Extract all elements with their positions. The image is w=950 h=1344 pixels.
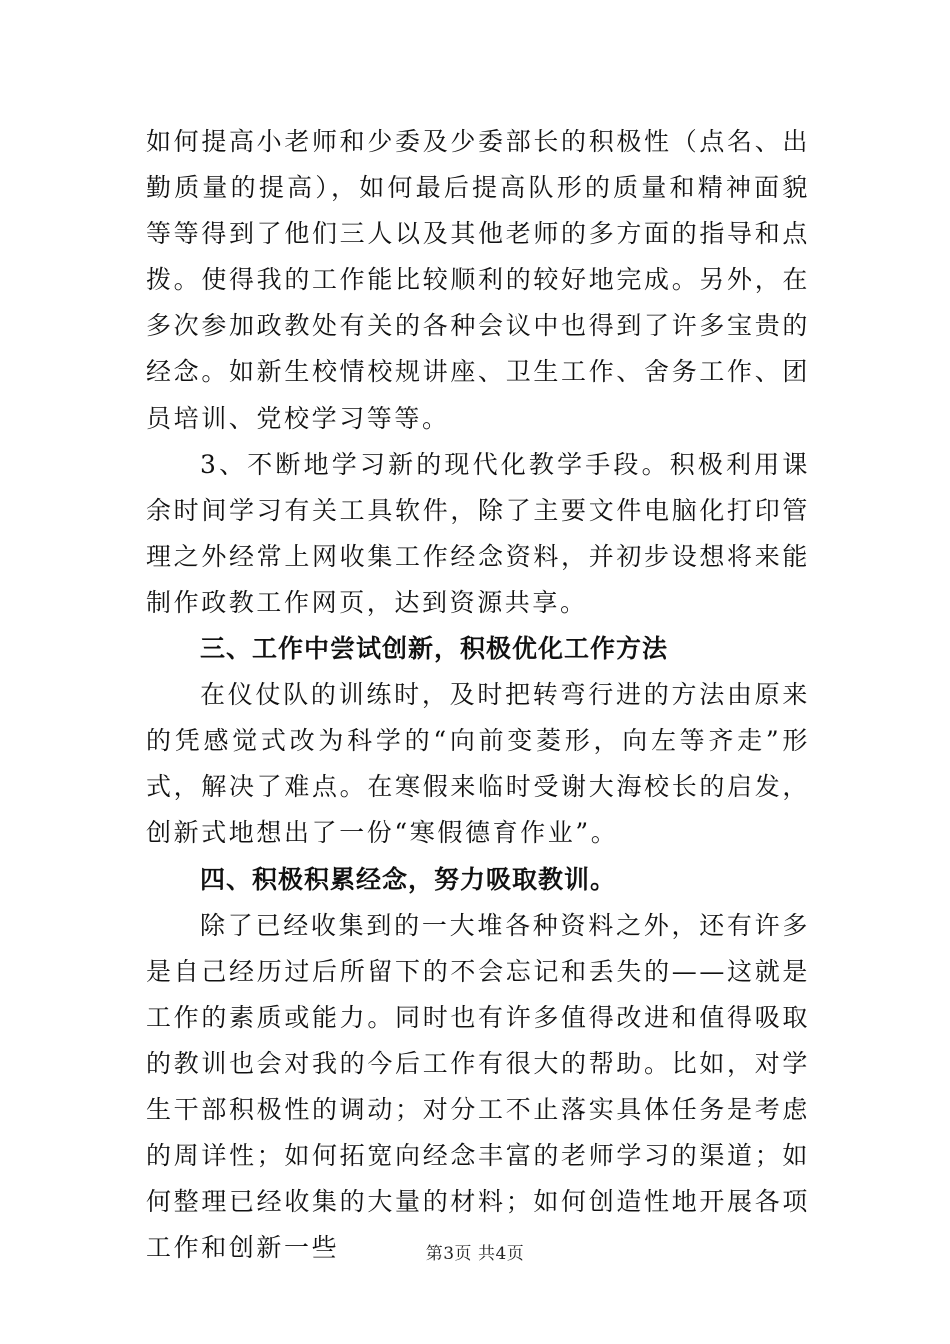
- paragraph-continuation: 如何提高小老师和少委及少委部长的积极性（点名、出勤质量的提高），如何最后提高队形的质量和精神面貌等等得到了他们三人以及其他老师的多方面的指导和点拨。使得我的工作能比较顺利的较好地完成。另外，在多次参加政教处有关的各种会议中也得到了许多宝贵的经念。如新生校情校规讲座、卫生工作、舍务工作、团员培训、党校学习等等。: [146, 127, 810, 433]
- document-body: [146, 119, 810, 1271]
- paragraph-item-3: 3、不断地学习新的现代化教学手段。积极利用课余时间学习有关工具软件，除了主要文件电脑化打印管理之外经常上网收集工作经念资料，并初步设想将来能制作政教工作网页，达到资源共享。: [146, 449, 810, 617]
- paragraph-innovation: 在仪仗队的训练时，及时把转弯行进的方法由原来的凭感觉式改为科学的“向前变菱形，向左等齐走”形式，解决了难点。在寒假来临时受谢大海校长的启发，创新式地想出了一份“寒假德育作业”。: [146, 680, 810, 848]
- page-number-footer: 第3页 共4页: [425, 1244, 525, 1264]
- section-heading-3: 三、工作中尝试创新，积极优化工作方法: [200, 634, 669, 664]
- section-heading-4: 四、积极积累经念，努力吸取教训。: [200, 864, 617, 894]
- paragraph-experience: 除了已经收集到的一大堆各种资料之外，还有许多是自己经历过后所留下的不会忘记和丢失的——这就是工作的素质或能力。同时也有许多值得改进和值得吸取的教训也会对我的今后工作有很大的帮助。比如，对学生干部积极性的调动；对分工不止落实具体任务是考虑的周详性；如何拓宽向经念丰富的老师学习的渠道；如何整理已经收集的大量的材料；如何创造性地开展各项工作和创新一些: [146, 910, 810, 1263]
